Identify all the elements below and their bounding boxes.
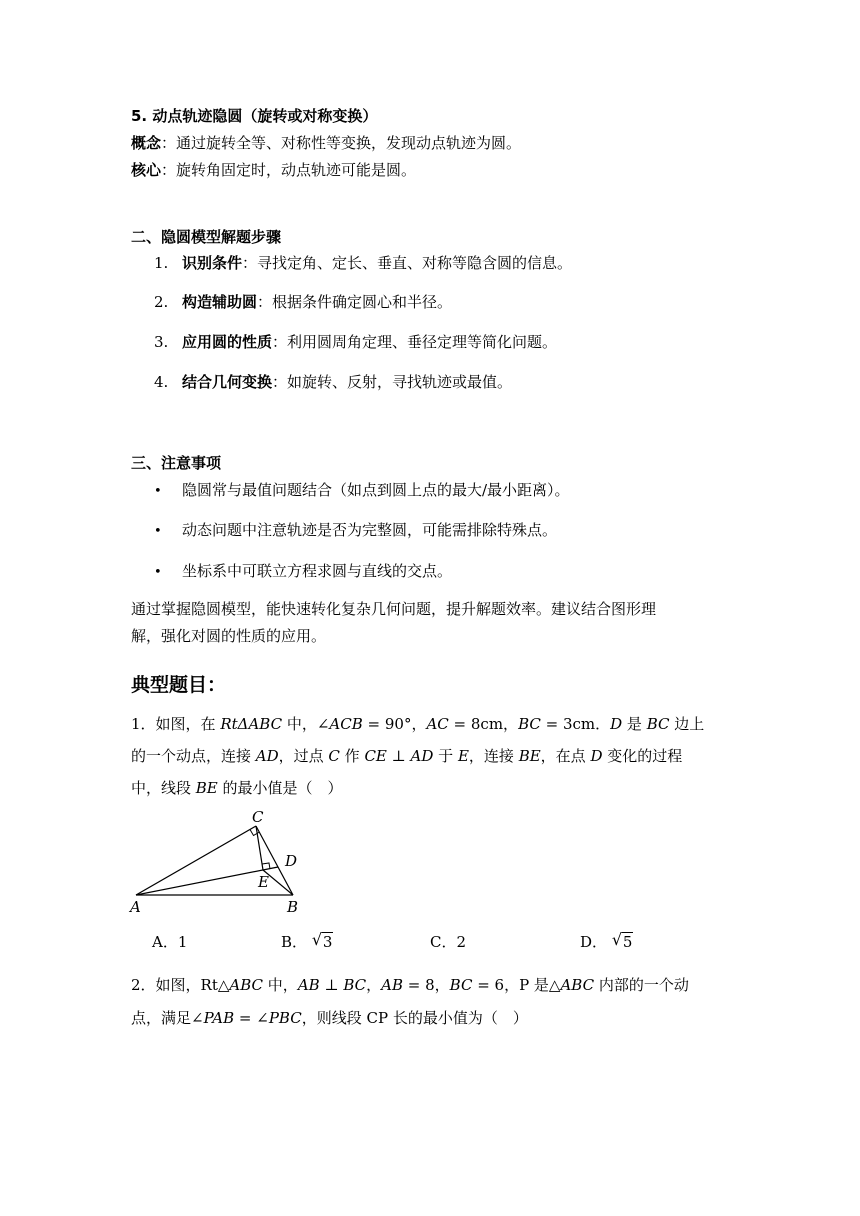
q2-text: ⊥: [319, 976, 344, 994]
step-item: [154, 292, 452, 312]
step-label: 识别条件: [182, 254, 243, 272]
q1-math: BC: [518, 715, 541, 733]
choice-a: [152, 932, 187, 952]
sqrt-symbol: √ 3: [311, 930, 333, 951]
concept-label: 概念: [131, 134, 162, 152]
q2-text: 点，满足: [131, 1009, 192, 1027]
choice-d: [580, 932, 633, 952]
label-d: D: [285, 852, 298, 870]
q1-math: ∠ACB: [316, 715, 363, 733]
bullet-icon: •: [154, 565, 162, 580]
q1-text: ，连接: [468, 747, 519, 765]
q1-text: ⊥: [386, 747, 411, 765]
note-text: 隐圆常与最值问题结合（如点到圆上点的最大/最小距离）。: [182, 481, 570, 499]
q1-text: 作: [339, 747, 365, 765]
bullet-icon: •: [154, 524, 162, 539]
q1-text: = 90°，: [362, 715, 427, 733]
q1-math: D: [590, 747, 603, 765]
q1-text: 边上: [669, 715, 705, 733]
choice-b: [281, 932, 333, 952]
note-item: [154, 520, 557, 542]
choice-label: D．: [580, 933, 608, 951]
step-text: ：寻找定角、定长、垂直、对称等隐含圆的信息。: [242, 254, 573, 272]
q2-line-2: [131, 1008, 735, 1028]
step-label: 构造辅助圆: [182, 293, 258, 311]
q2-math: ABC: [229, 976, 264, 994]
q1-text: 于: [433, 747, 458, 765]
q1-line-2: [131, 746, 735, 766]
label-a: A: [130, 898, 141, 916]
q1-math: RtΔABC: [220, 715, 283, 733]
q2-math: ∠PBC: [256, 1009, 302, 1027]
q2-text: ，则线段 CP 长的最小值为（ ）: [301, 1009, 528, 1027]
step-number: 3.: [154, 333, 169, 351]
q1-math: BE: [195, 779, 218, 797]
step-number: 1.: [154, 254, 169, 272]
segment-ac: [136, 826, 256, 895]
q1-line-3: [131, 778, 735, 798]
q1-math: CE: [364, 747, 387, 765]
q1-text: 中，: [282, 715, 317, 733]
notes-title: 三、注意事项: [131, 454, 222, 472]
choice-value: 1: [177, 933, 188, 951]
q2-text: =: [234, 1009, 257, 1027]
q1-math: BC: [646, 715, 670, 733]
choice-label: B．: [281, 933, 308, 951]
q1-math: E: [457, 747, 469, 765]
q1-triangle-figure: [128, 808, 328, 918]
q2-math: BC: [449, 976, 473, 994]
q1-text: ，过点: [278, 747, 329, 765]
step-item: [154, 372, 512, 392]
q2-text: = 6，P 是△: [472, 976, 561, 994]
q1-text: 中，线段: [131, 779, 196, 797]
q1-text: = 3cm．: [540, 715, 611, 733]
q2-line-1: [131, 975, 735, 995]
label-e: E: [258, 873, 269, 891]
radicand: 3: [322, 933, 333, 951]
section-5-title: 5. 动点轨迹隐圆（旋转或对称变换）: [131, 107, 378, 125]
step-text: ：如旋转、反射，寻找轨迹或最值。: [272, 373, 513, 391]
q1-math: BE: [518, 747, 541, 765]
segment-ad: [136, 867, 278, 895]
typical-problems-title: 典型题目：: [131, 674, 227, 696]
q1-text: 1．如图，在: [131, 715, 221, 733]
step-item: [154, 332, 557, 352]
step-label: 结合几何变换: [182, 373, 273, 391]
q2-text: ，: [366, 976, 382, 994]
core-text: ：旋转角固定时，动点轨迹可能是圆。: [161, 161, 417, 179]
note-text: 坐标系中可联立方程求圆与直线的交点。: [182, 562, 453, 580]
steps-title: 二、隐圆模型解题步骤: [131, 228, 282, 246]
q1-math: AD: [410, 747, 434, 765]
step-text: ：根据条件确定圆心和半径。: [257, 293, 453, 311]
sqrt-symbol: √ 5: [611, 930, 633, 951]
core-line: [131, 160, 416, 180]
label-c: C: [252, 808, 264, 826]
q2-text: 2．如图，Rt△: [131, 976, 230, 994]
step-text: ：利用圆周角定理、垂径定理等简化问题。: [272, 333, 558, 351]
q1-text: 是: [622, 715, 647, 733]
q1-math: D: [610, 715, 623, 733]
q1-text: 变化的过程: [602, 747, 683, 765]
q1-text: 的一个动点，连接: [131, 747, 256, 765]
choice-value: 2: [456, 933, 467, 951]
q1-math: AC: [426, 715, 449, 733]
radicand: 5: [622, 933, 633, 951]
q2-text: = 8，: [402, 976, 450, 994]
choice-c: [430, 932, 466, 952]
step-number: 4.: [154, 373, 169, 391]
concept-line: [131, 133, 521, 153]
note-text: 动态问题中注意轨迹是否为完整圆，可能需排除特殊点。: [182, 521, 558, 539]
note-item: [154, 561, 452, 583]
choice-label: C．: [430, 933, 457, 951]
q2-math: AB: [381, 976, 403, 994]
q2-text: 内部的一个动: [594, 976, 689, 994]
note-item: [154, 480, 570, 502]
q2-math: AB: [297, 976, 320, 994]
summary-line-2: 解，强化对圆的性质的应用。: [131, 627, 327, 645]
q2-math: ABC: [560, 976, 595, 994]
summary-line-1: 通过掌握隐圆模型，能快速转化复杂几何问题，提升解题效率。建议结合图形理: [131, 600, 657, 618]
label-b: B: [287, 898, 299, 916]
q1-line-1: [131, 714, 735, 734]
step-label: 应用圆的性质: [182, 333, 273, 351]
q1-text: 的最小值是（ ）: [217, 779, 343, 797]
q1-text: = 8cm，: [448, 715, 519, 733]
q2-text: 中，: [263, 976, 298, 994]
q1-math: AD: [255, 747, 279, 765]
q2-math: ∠PAB: [191, 1009, 235, 1027]
bullet-icon: •: [154, 484, 162, 499]
q1-math: C: [328, 747, 340, 765]
choice-label: A．: [152, 933, 178, 951]
core-label: 核心: [131, 161, 162, 179]
concept-text: ：通过旋转全等、对称性等变换，发现动点轨迹为圆。: [161, 134, 522, 152]
step-number: 2.: [154, 293, 169, 311]
step-item: [154, 253, 572, 273]
q2-math: BC: [343, 976, 367, 994]
q1-text: ，在点: [540, 747, 591, 765]
